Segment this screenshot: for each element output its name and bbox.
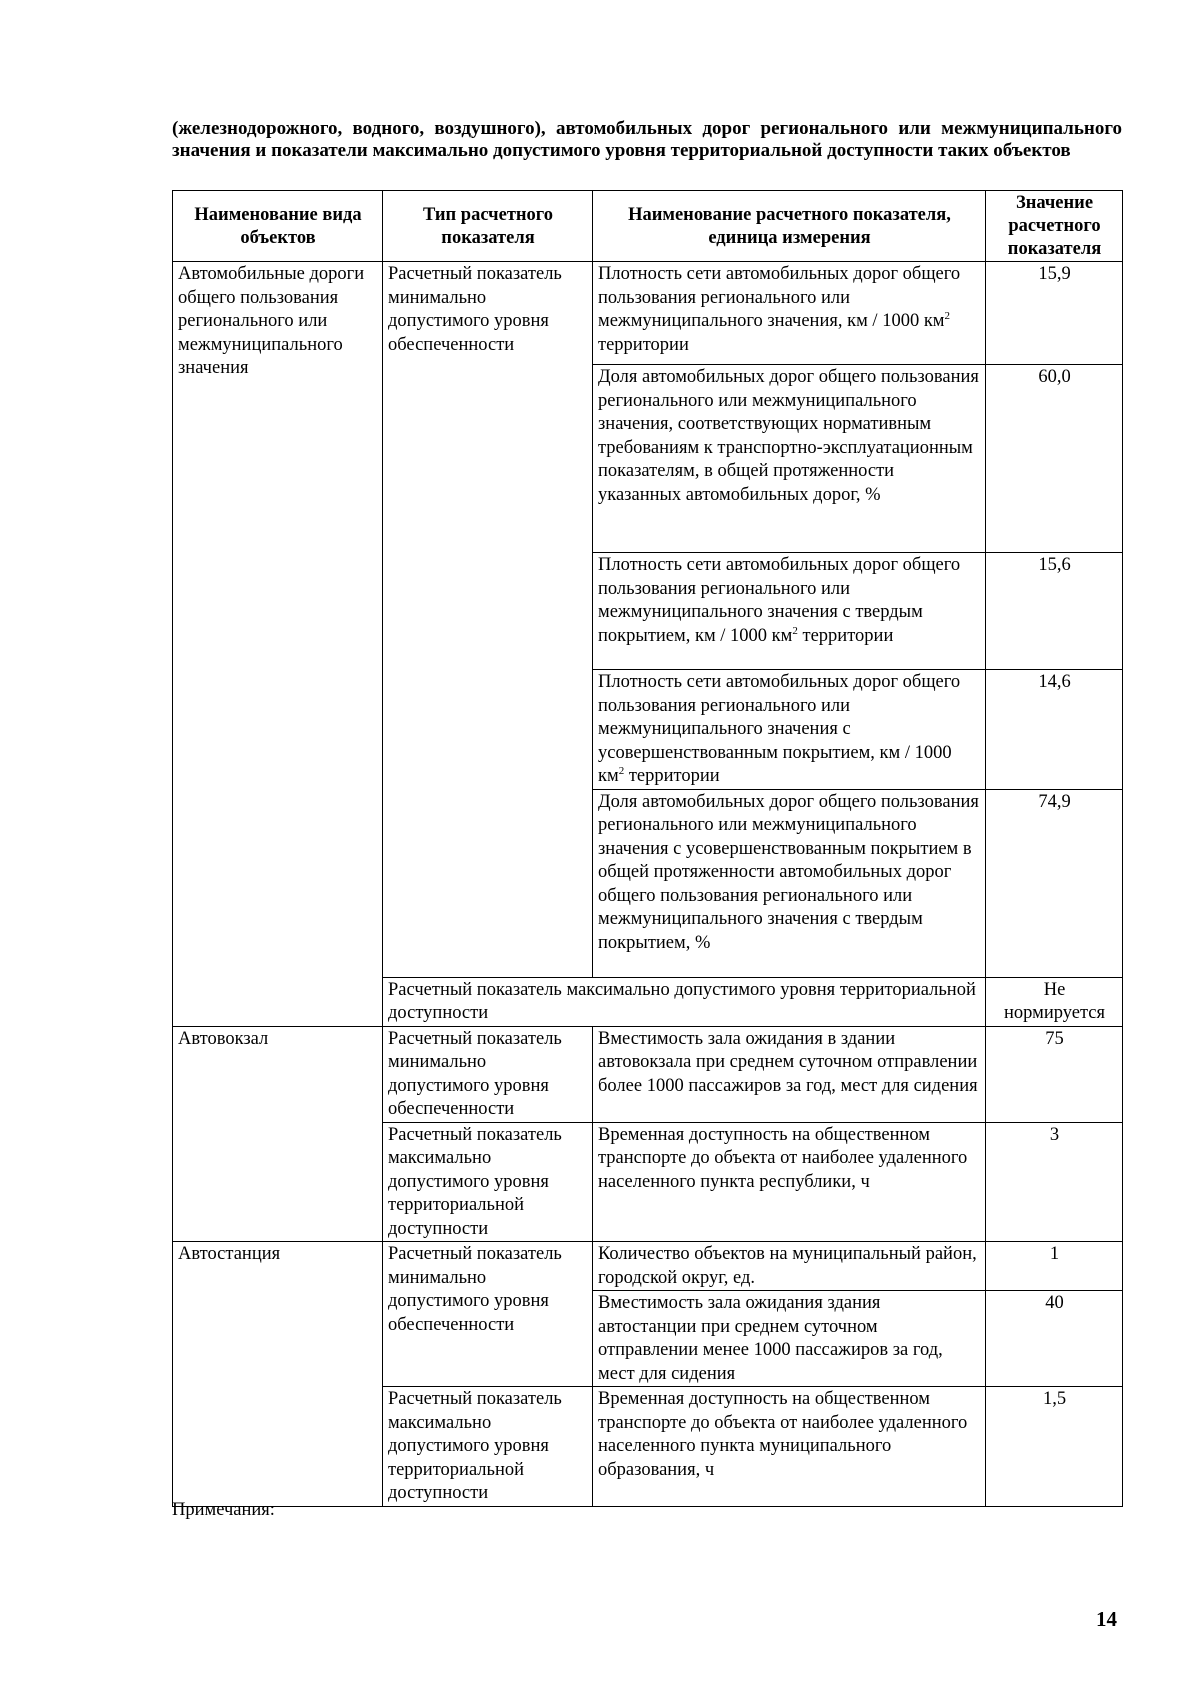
indicator-value: 74,9: [986, 789, 1123, 977]
indicators-table: [172, 190, 1123, 1507]
indicator-value: 15,6: [986, 553, 1123, 670]
indicator-name: Плотность сети автомобильных дорог общего пользования регионального или межмуниципального значения с усовершенствованным покрытием, км / 1000 $км^2$ территории: [593, 670, 986, 790]
indicator-value: 1: [986, 1242, 1123, 1291]
indicator-value: 15,9: [986, 262, 1123, 365]
indicator-type: Расчетный показатель максимально допустимого уровня территориальной доступности: [383, 1122, 593, 1242]
object-cell-bus-station: Автостанция: [173, 1242, 383, 1507]
table-row: [173, 1242, 1123, 1291]
notes-label: Примечания:: [172, 1500, 275, 1520]
indicator-name: Доля автомобильных дорог общего пользования регионального или межмуниципального значения с усовершенствованным покрытием в общей протяженности автомобильных дорог общего пользования регионального или межмуниципального значения с твердым покрытием, %: [593, 789, 986, 977]
table-row: [173, 262, 1123, 365]
indicator-name: Временная доступность на общественном транспорте до объекта от наиболее удаленного населенного пункта республики, ч: [593, 1122, 986, 1242]
indicator-value: 1,5: [986, 1387, 1123, 1507]
header-indicator-type: Тип расчетного показателя: [383, 191, 593, 262]
page-number: 14: [1096, 1607, 1117, 1631]
table-row: [173, 1026, 1123, 1122]
indicator-name: Плотность сети автомобильных дорог общего пользования регионального или межмуниципального значения, км / 1000 $км^2$ территории: [593, 262, 986, 365]
indicator-name: Вместимость зала ожидания в здании автовокзала при среднем суточном отправлении более 1000 пассажиров за год, мест для сидения: [593, 1026, 986, 1122]
table-header-row: [173, 191, 1123, 262]
indicator-name: Временная доступность на общественном транспорте до объекта от наиболее удаленного населенного пункта муниципального образования, ч: [593, 1387, 986, 1507]
indicator-name: Доля автомобильных дорог общего пользования регионального или межмуниципального значения, соответствующих нормативным требованиям к транспортно-эксплуатационным показателям, в общей протяженности указанных автомобильных дорог, %: [593, 365, 986, 553]
indicator-value: 14,6: [986, 670, 1123, 790]
indicator-name: Плотность сети автомобильных дорог общего пользования регионального или межмуниципального значения с твердым покрытием, км / 1000 $км^2$ территории: [593, 553, 986, 670]
header-indicator-name: Наименование расчетного показателя, единица измерения: [593, 191, 986, 262]
indicator-name: Количество объектов на муниципальный район, городской округ, ед.: [593, 1242, 986, 1291]
indicator-value: 75: [986, 1026, 1123, 1122]
indicator-value: 60,0: [986, 365, 1123, 553]
indicator-value: 3: [986, 1122, 1123, 1242]
header-indicator-value: Значение расчетного показателя: [986, 191, 1123, 262]
header-object-kind: Наименование вида объектов: [173, 191, 383, 262]
indicator-value: Не нормируется: [986, 977, 1123, 1026]
object-cell-roads: Автомобильные дороги общего пользования регионального или межмуниципального значения: [173, 262, 383, 1027]
indicator-value: 40: [986, 1291, 1123, 1387]
indicator-name: Вместимость зала ожидания здания автостанции при среднем суточном отправлении менее 1000 пассажиров за год, мест для сидения: [593, 1291, 986, 1387]
section-heading: (железнодорожного, водного, воздушного), автомобильных дорог регионального или межмуниципального значения и показатели максимально допустимого уровня территориальной доступности таких объектов: [172, 118, 1122, 161]
indicator-type: Расчетный показатель минимально допустимого уровня обеспеченности: [383, 1026, 593, 1122]
indicator-name: Расчетный показатель максимально допустимого уровня территориальной доступности: [383, 977, 986, 1026]
indicator-type: Расчетный показатель максимально допустимого уровня территориальной доступности: [383, 1387, 593, 1507]
object-cell-bus-terminal: Автовокзал: [173, 1026, 383, 1242]
type-cell-roads-min: Расчетный показатель минимально допустимого уровня обеспеченности: [383, 262, 593, 978]
type-cell-bus-station-min: Расчетный показатель минимально допустимого уровня обеспеченности: [383, 1242, 593, 1387]
